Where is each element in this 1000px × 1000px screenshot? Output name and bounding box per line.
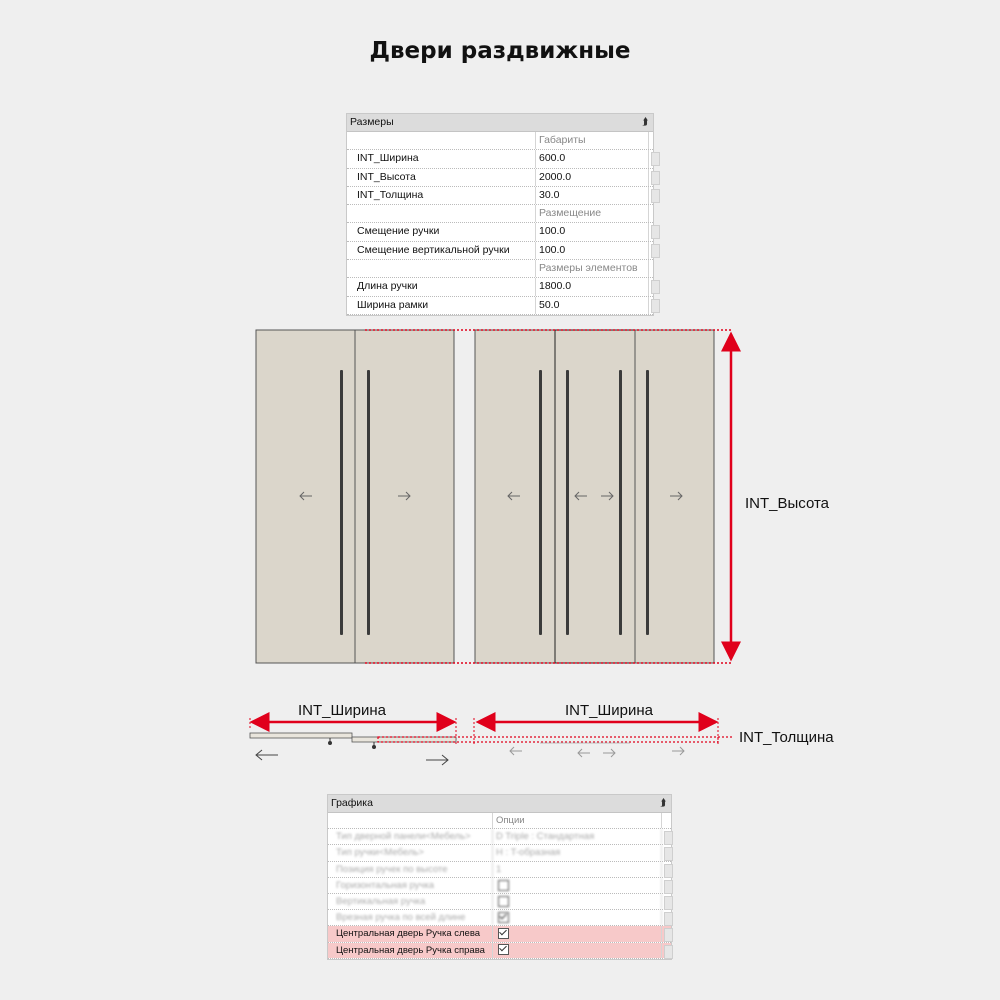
group-row [347,205,653,223]
row-scroll-cell [649,278,653,295]
collapse-icon[interactable]: ⮭ [660,798,666,809]
row-scroll-cell [662,862,671,877]
property-name: Центральная дверь Ручка слева [328,926,493,941]
property-name: Тип дверной панели<Мебель> [328,829,493,844]
group-label: Размеры элементов [536,260,649,277]
property-name: Тип ручки<Мебель> [328,845,493,860]
graphics-header-label: Графика [331,797,373,809]
property-value[interactable]: H : T-образная [493,845,662,860]
property-row[interactable] [328,845,671,861]
property-name: INT_Высота [347,169,536,186]
scrollbar-thumb[interactable] [664,847,673,861]
property-row[interactable] [347,242,653,260]
property-row[interactable] [347,187,653,205]
checkbox[interactable] [498,944,509,955]
dimensions-header-label: Размеры [350,116,394,128]
door-handles [340,370,649,635]
scrollbar-thumb[interactable] [664,912,673,926]
scrollbar-thumb[interactable] [651,171,660,185]
property-name: Вертикальная ручка [328,894,493,909]
property-name: Длина ручки [347,278,536,295]
scrollbar-thumb[interactable] [651,189,660,203]
property-row[interactable] [328,943,671,959]
group-label: Габариты [536,132,649,149]
row-scroll-cell [649,169,653,186]
scrollbar-thumb[interactable] [664,880,673,894]
row-scroll-cell [662,943,671,958]
scrollbar-thumb[interactable] [664,896,673,910]
property-value[interactable]: 30.0 [536,187,649,204]
property-name: Смещение ручки [347,223,536,240]
property-value[interactable] [493,910,662,925]
property-name [347,132,536,149]
door-panel [635,330,714,663]
property-row[interactable] [328,894,671,910]
scrollbar-thumb[interactable] [651,225,660,239]
height-label: INT_Высота [745,495,830,512]
property-name: Ширина рамки [347,297,536,314]
property-name: Центральная дверь Ручка справа [328,943,493,958]
property-row[interactable] [347,169,653,187]
checkbox[interactable] [498,880,509,891]
property-value[interactable]: 1 [493,862,662,877]
property-name: INT_Ширина [347,150,536,167]
property-row[interactable] [347,150,653,168]
property-value[interactable]: 100.0 [536,223,649,240]
row-scroll-cell [649,297,653,314]
property-row[interactable] [328,926,671,942]
dimensions-header[interactable] [347,114,653,132]
property-value[interactable]: 1800.0 [536,278,649,295]
dimensions-properties-table [346,113,654,316]
property-value[interactable]: 600.0 [536,150,649,167]
row-scroll-cell [649,150,653,167]
row-scroll-cell [662,910,671,925]
property-name: Врезная ручка по всей длине [328,910,493,925]
property-value[interactable] [493,894,662,909]
row-scroll-cell [649,205,653,222]
property-row[interactable] [347,297,653,315]
page-title: Двери раздвижные [369,38,631,64]
property-name: INT_Толщина [347,187,536,204]
property-row[interactable] [328,862,671,878]
overall-extent-outline [365,330,733,663]
scrollbar-thumb[interactable] [664,945,673,959]
property-row[interactable] [328,878,671,894]
door-panel [555,330,635,663]
property-name [347,205,536,222]
row-scroll-cell [662,894,671,909]
width-label-right: INT_Ширина [565,702,653,719]
group-label: Опции [493,813,662,828]
property-name [347,260,536,277]
plan-view [250,718,732,765]
scrollbar-thumb[interactable] [651,299,660,313]
group-row [328,813,671,829]
checkbox[interactable] [498,912,509,923]
row-scroll-cell [649,187,653,204]
checkbox[interactable] [498,928,509,939]
property-value[interactable]: 2000.0 [536,169,649,186]
row-scroll-cell [649,242,653,259]
property-name [328,813,493,828]
property-row[interactable] [347,223,653,241]
row-scroll-cell [662,829,671,844]
scrollbar-thumb[interactable] [664,831,673,845]
property-name: Горизонтальная ручка [328,878,493,893]
property-value[interactable]: 100.0 [536,242,649,259]
scrollbar-thumb[interactable] [651,152,660,166]
group-row [347,260,653,278]
scrollbar-thumb[interactable] [651,280,660,294]
row-scroll-cell [662,878,671,893]
row-scroll-cell [649,260,653,277]
scrollbar-thumb[interactable] [664,864,673,878]
property-row[interactable] [328,829,671,845]
row-scroll-cell [662,813,671,828]
property-name: Смещение вертикальной ручки [347,242,536,259]
door-panel [475,330,555,663]
row-scroll-cell [662,845,671,860]
checkbox[interactable] [498,896,509,907]
door-panel [355,330,454,663]
property-value[interactable] [493,878,662,893]
row-scroll-cell [662,926,671,941]
sliding-direction-arrows [300,492,682,500]
property-row[interactable] [328,910,671,926]
thickness-label: INT_Толщина [739,729,834,746]
property-name: Позиция ручек по высоте [328,862,493,877]
property-value[interactable] [493,943,662,958]
row-scroll-cell [649,223,653,240]
graphics-header[interactable] [328,795,671,813]
door-panel [256,330,355,663]
row-scroll-cell [649,132,653,149]
property-row[interactable] [347,278,653,296]
property-value[interactable] [493,926,662,941]
property-value[interactable]: 50.0 [536,297,649,314]
width-label-left: INT_Ширина [298,702,386,719]
graphics-properties-table [327,794,672,960]
scrollbar-thumb[interactable] [664,928,673,942]
group-row [347,132,653,150]
scrollbar-thumb[interactable] [651,244,660,258]
group-label: Размещение [536,205,649,222]
property-value[interactable]: D Triple : Стандартная [493,829,662,844]
collapse-icon[interactable]: ⮭ [642,117,648,128]
